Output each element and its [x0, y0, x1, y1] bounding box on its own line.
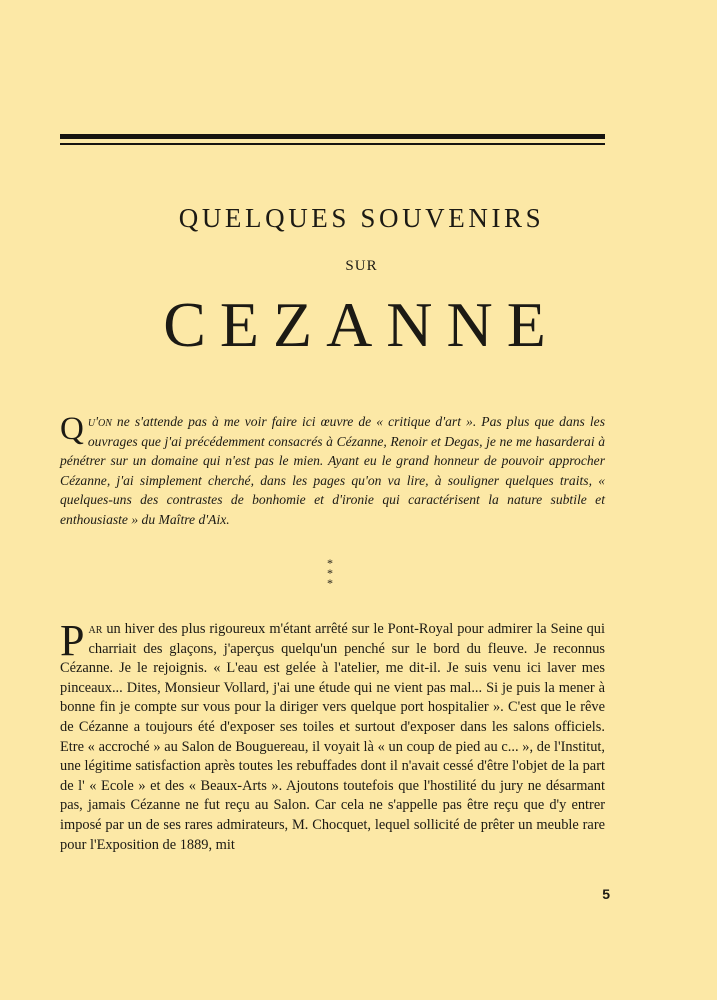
section-asterism [300, 558, 360, 588]
intro-paragraph [60, 412, 605, 530]
body-paragraph [60, 616, 605, 855]
asterism-bottom: * * [327, 566, 347, 590]
page-number: 5 [602, 886, 610, 902]
title-line-2: SUR [345, 258, 378, 274]
title-line-1: QUELQUES SOUVENIRS [178, 203, 545, 233]
body-small-caps: ar [88, 621, 103, 637]
asterism-top: * [327, 556, 333, 570]
intro-drop-cap: Q [60, 411, 84, 447]
header-rule-thick [60, 134, 605, 139]
body-text: un hiver des plus rigoureux m'étant arrêté sur le Pont-Royal pour admirer la Seine qui charriait des glaçons, j'aperçus quelqu'un penché sur le bord du fleuve. Je reconnus Cézanne. Je le rejoignis. « L'eau est gelée à l'atelier, me dit-il. Je suis venu ici laver mes pinceaux... Dites, Monsieur Vollard, j'ai une étude qui ne vient pas mal... Si je puis la mener à bonne fin je compte sur vous pour la diriger vers quelque port hospitalier ». C'est que le rêve de Cézanne a toujours été d'exposer ses toiles et surtout d'exposer dans les salons officiels. Etre « accroché » au Salon de Bouguereau, il voyait là « un coup de pied au c... », de l'Institut, une légitime satisfaction après toutes les rebuffades dont il n'avait cessé d'être l'objet de la part de l' « Ecole » et des « Beaux-Arts ». Ajoutons toutefois que l'hostilité du jury ne désarmant pas, jamais Cézanne ne fut reçu au Salon. Car cela ne s'appelle pas être reçu que d'y entrer imposé par un de ses rares admirateurs, M. Chocquet, lequel sollicité de prêter un meuble rare pour l'Exposition de 1889, mit [60, 621, 605, 853]
header-rule-thin [60, 143, 605, 145]
intro-text: ne s'attende pas à me voir faire ici œuvre de « critique d'art ». Pas plus que dans les ouvrages que j'ai précédemment consacrés à Cézanne, Renoir et Degas, je ne me hasarderai à pénétrer sur un domaine qui n'est pas le mien. Ayant eu le grand honneur de pouvoir approcher Cézanne, j'ai simplement cherché, dans les pages qu'on va lire, à souligner quelques traits, « quelques-uns des contrastes de bonhomie et d'ironie qui caractérisent la nature subtile et enthousiaste » du Maître d'Aix. [60, 414, 605, 527]
intro-small-caps: u'on [87, 414, 112, 429]
body-drop-cap: P [60, 616, 85, 665]
title-line-3: CEZANNE [163, 289, 560, 360]
